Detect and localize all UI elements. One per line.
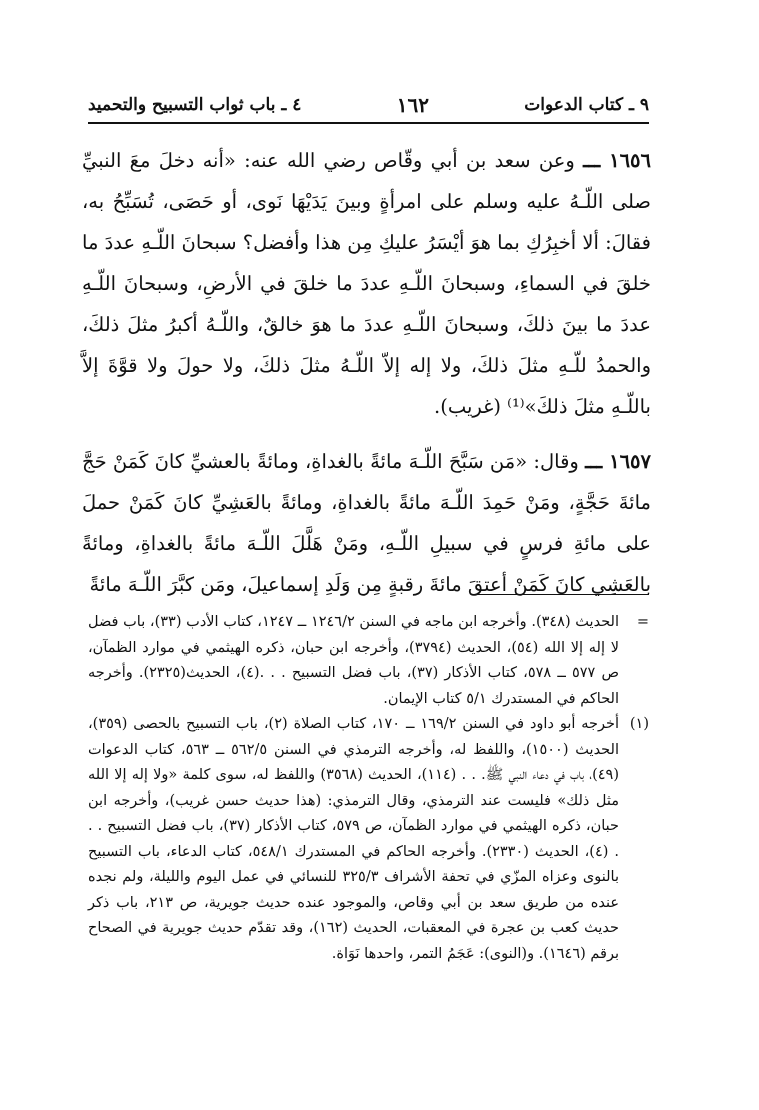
hadith-paragraph <box>82 441 651 605</box>
page-number: ١٦٢ <box>396 93 429 117</box>
hadith-number: ١٦٥٦ ـــ <box>583 149 652 172</box>
footnote-separator <box>471 594 649 595</box>
hadith-paragraph <box>82 140 651 427</box>
footnote <box>88 712 649 967</box>
footnote-text: أخرجه أبو داود في السنن ١٦٩/٢ ــ ١٧٠، كتاب الصلاة (٢)، باب التسبيح بالحصى (٣٥٩)، الحديث (١٥٠٠)، واللفظ له، وأخرجه الترمذي في السنن ٥٦٢/٥ ــ ٥٦٣، كتاب الدعوات (٤٩)، باب في دعاء النبي ﷺ. . . (١١٤)، الحديث (٣٥٦٨) واللفظ له، سوى كلمة «ولا إله إلا الله مثل ذلك» فليست عند الترمذي، وقال الترمذي: (هذا حديث حسن غريب)، وأخرجه ابن حبان، ذكره الهيثمي في موارد الظمآن، ص ٥٧٩، كتاب الأذكار (٣٧)، باب فضل التسبيح . . . (٤)، الحديث (٢٣٣٠). وأخرجه الحاكم في المستدرك ٥٤٨/١، كتاب الدعاء، باب التسبيح بالنوى وعزاه المزّي في تحفة الأشراف ٣٢٥/٣ للنسائي في عمل اليوم والليلة، ولم نجده عنده من طريق سعد بن أبي وقاص، والموجود عنده حديث جويرية، ص ٢١٣، باب ذكر حديث كعب بن عجرة في المعقبات، الحديث (١٦٢)، وقد تقدّم حديث جويرية في الصحاح برقم (١٦٤٦). و(النوى): عَجَمُ التمر، واحدها نَوَاة. <box>88 716 620 962</box>
footnote-marker: = <box>636 614 649 630</box>
footnote <box>88 610 649 712</box>
section-title: ٤ ـ باب ثواب التسبيح والتحميد <box>88 95 302 115</box>
footnotes <box>88 610 649 967</box>
main-text <box>82 140 651 605</box>
chapter-title: ٩ ـ كتاب الدعوات <box>524 95 649 115</box>
running-header <box>88 88 649 124</box>
hadith-number: ١٦٥٧ ـــ <box>585 450 651 473</box>
hadith-text: وعن سعد بن أبي وقّاص رضي الله عنه: «أنه دخلَ معَ النبيِّ صلى اللّـهُ عليه وسلم على امرأةٍ وبينَ يَدَيْهَا نَوى، أو حَصَى، تُسَبِّحُ به، فقالَ: ألا أخبِرُكِ بما هوَ أيْسَرُ عليكِ مِن هذا وأفضل؟ سبحانَ اللّـهِ عددَ ما خلقَ في السماءِ، وسبحانَ اللّـهِ عددَ ما خلقَ في الأرضِ، وسبحانَ اللّـهِ عددَ ما بينَ ذلكَ، وسبحانَ اللّـهِ عددَ ما هوَ خالقٌ، واللّـهُ أكبرُ مثلَ ذلكَ، والحمدُ للّـهِ مثلَ ذلكَ، ولا إله إلاّ اللّـهُ مثلَ ذلكَ، ولا حولَ ولا قوَّةَ إلاَّ باللّـهِ مثلَ ذلكَ»⁽¹⁾ (غريب). <box>82 149 651 418</box>
footnote-text: الحديث (٣٤٨). وأخرجه ابن ماجه في السنن ١٢٤٦/٢ ــ ١٢٤٧، كتاب الأدب (٣٣)، باب فضل لا إله إلا الله (٥٤)، الحديث (٣٧٩٤)، وأخرجه ابن حبان، ذكره الهيثمي في موارد الظمآن، ص ٥٧٧ ــ ٥٧٨، كتاب الأذكار (٣٧)، باب فضل التسبيح . . .(٤)، الحديث(٢٣٢٥). وأخرجه الحاكم في المستدرك ٥/١ كتاب الإيمان. <box>88 614 620 707</box>
hadith-text: وقال: «مَن سَبَّحَ اللّـهَ مائةً بالغداةِ، ومائةً بالعشيِّ كانَ كَمَنْ حَجَّ مائةَ حَجَّةٍ، ومَنْ حَمِدَ اللّـهَ مائةً بالغداةِ، ومائةً بالعَشِيِّ كانَ كَمَنْ حملَ على مائةِ فرسٍ في سبيلِ اللّـهِ، ومَنْ هَلَّلَ اللّـهَ مائةً بالغداةِ، ومائةً بالعَشِي كانَ كَمَنْ أعتقَ مائةَ رقبةٍ مِن وَلَدِ إسماعيلَ، ومَن كبَّرَ اللّـهَ مائةً <box>82 450 651 596</box>
footnote-marker: (١) <box>629 716 649 732</box>
